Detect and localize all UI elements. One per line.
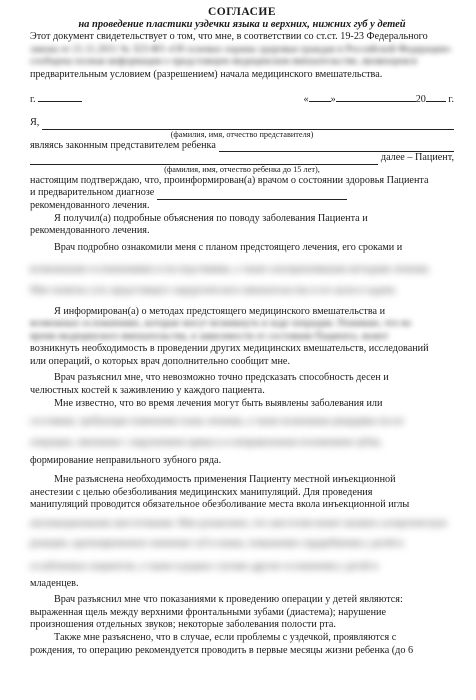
para-other-2: или операций, о которых врач дополнительно сообщит мне. — [30, 355, 291, 367]
para-plan: Врач подробно ознакомили меня с планом предстоящего лечения, его сроками и — [54, 241, 403, 253]
confirm-line-1: настоящим подтверждаю, что, проинформирован(а) врачом о состоянии здоровья Пациента — [30, 174, 429, 186]
representative-name-field — [42, 119, 454, 130]
representative-line — [30, 117, 454, 130]
date-quote-open: « — [303, 94, 309, 106]
para-indications-1: Врач разъяснил мне что показаниями к проведению операции у детей являются: — [54, 594, 403, 606]
redacted-line: возможными осложнениями и последствиями, а также альтернативными методами лечения. — [30, 264, 431, 276]
i-label: Я, — [30, 116, 40, 128]
redacted-line: аппликационными анестетиками. Мне разъяснено, что анестезия может вызвать аллергическую — [30, 517, 448, 529]
para-gums-2: челюстных костей к заживлению у каждого пациента. — [30, 385, 265, 397]
year-suffix: г. — [448, 94, 454, 106]
caption-representative: (фамилия, имя, отчество представителя) — [170, 129, 314, 139]
diagnosis-field — [157, 189, 347, 200]
year-field — [426, 91, 446, 102]
para-anest-3: манипуляций проводится обязательное обезболивание места вкола инъекционной иглы — [30, 499, 410, 511]
para-gums-1: Врач разъяснил мне, что невозможно точно предсказать способность десен и — [54, 372, 389, 384]
legal-rep-line — [30, 140, 454, 153]
intro-line-1: Этот документ свидетельствует о том, что мне, в соответствии со ст.ст. 19-23 Федерального — [30, 31, 428, 42]
para-birth-1: Также мне разъяснено, что в случае, если проблемы с уздечкой, проявляются с — [54, 631, 397, 643]
para-indications-2: выраженная щель между верхними фронтальными зубами (диастема); нарушение — [30, 606, 386, 618]
para-other-1: возникнуть необходимость в проведении других медицинских вмешательств, исследований — [30, 343, 429, 355]
diagnosis-label: и предварительном диагнозе — [30, 187, 155, 199]
redacted-line: состояния, требующие изменения плана лечения, а также возможные рецидивы после — [30, 416, 404, 428]
child-name-field-2 — [30, 154, 378, 165]
redacted-line: Мне понятна суть предстоящего хирургического вмешательства и его цели и задачи. — [30, 284, 397, 296]
para-methods: Я информирован(а) о методах предстоящего медицинского вмешательства и — [54, 305, 386, 317]
confirm-line-2 — [30, 187, 454, 200]
confirm-line-3: рекомендованного лечения. — [30, 199, 150, 211]
document-subtitle: на проведение пластики уздечки языка и верхних, нижних губ у детей — [78, 19, 406, 30]
para-indications-3: произношения отдельных звуков; некоторые заболевания полости рта. — [30, 619, 336, 631]
patient-line — [30, 152, 454, 165]
redacted-line: операции, связанные с нарушением прикуса и неправильным положением зубов, — [30, 436, 382, 448]
redacted-line: сообщена полная информация о предстоящем медицинском вмешательстве, являющемся — [30, 56, 417, 68]
date-line — [30, 91, 454, 107]
para-bite: формирование неправильного зубного ряда. — [30, 455, 222, 467]
para-explained-1: Я получил(а) подробные объяснения по поводу заболевания Пациента и — [54, 212, 368, 224]
intro-line-4: предварительным условием (разрешением) начала медицинского вмешательства. — [30, 68, 383, 80]
para-anest-1: Мне разъяснена необходимость применения Пациенту местной инъекционной — [54, 474, 396, 486]
redacted-line: время медицинского вмешательства, в зависимости от состояния Пациента, может — [30, 330, 389, 342]
child-name-field — [219, 141, 454, 152]
caption-child: (фамилия, имя, отчество ребенка до 15 лет), — [164, 164, 320, 174]
document-title: СОГЛАСИЕ — [207, 6, 277, 18]
city-field — [38, 91, 82, 102]
year-prefix: 20 — [415, 94, 426, 106]
para-explained-2: рекомендованного лечения. — [30, 225, 150, 237]
legal-rep-text: являясь законным представителем ребенка — [30, 139, 216, 151]
day-field — [309, 91, 331, 102]
redacted-line: ослабленных пациентов, а также в редких случаях другие осложнения у детей и — [30, 561, 379, 572]
redacted-line: реакцию, кратковременное онемение губ и языка, повышение сердцебиения у детей и — [30, 538, 404, 550]
month-field — [336, 91, 416, 102]
para-anest-2: анестезии с целью обезболивания медицинских манипуляций. Для проведения — [30, 486, 373, 498]
redacted-line: закона от 21.11.2011 № 323-ФЗ «Об основах охраны здоровья граждан в Российской Федерации» — [30, 43, 452, 55]
date-quote-close: » — [330, 94, 336, 106]
para-diseases: Мне известно, что во время лечения могут быть выявлены заболевания или — [54, 397, 383, 409]
para-birth-2: рождения, то операцию рекомендуется проводить в первые месяцы жизни ребенка (до 6 — [30, 644, 414, 656]
city-label: г. — [30, 94, 36, 106]
redacted-line: возможных осложнениях, которые могут возникнуть в ходе операции. Понимаю, что во — [30, 318, 412, 330]
para-infants: младенцев. — [30, 577, 79, 589]
patient-suffix: далее – Пациент, — [380, 152, 454, 164]
